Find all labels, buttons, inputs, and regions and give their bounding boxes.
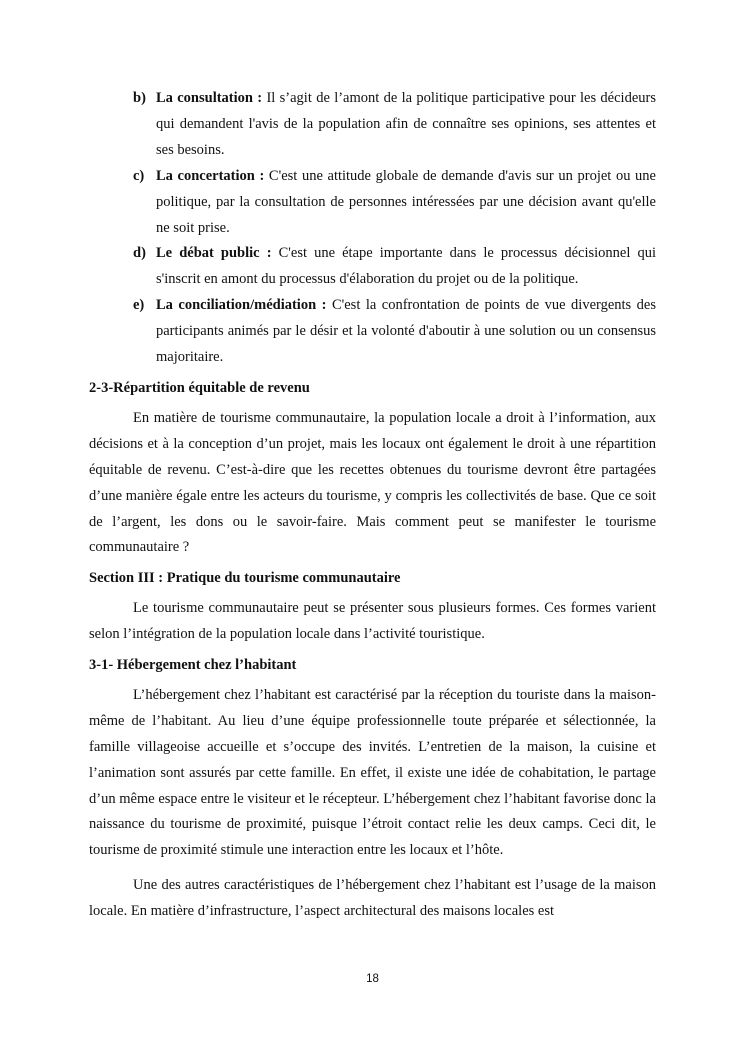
list-text: C'est la confrontation de points de vue divergents des participants animés par le désir et la volonté d'aboutir à une solution ou un consensus majoritaire. bbox=[156, 297, 656, 366]
list-marker: c) bbox=[133, 167, 145, 184]
list-item-consultation bbox=[89, 86, 656, 164]
paragraph-3-1-a: L’hébergement chez l’habitant est caractérisé par la réception du touriste dans la maison-même de l’habitant. Au lieu d’une équipe professionnelle toute préparée et sélectionnée, la famille villageoise accueille et s’occupe des invités. L’entretien de la maison, la cuisine et l’animation sont assurés par cette famille. En effet, il existe une idée de cohabitation, le partage d’un même espace entre le visiteur et le récepteur. L’hébergement chez l’habitant favorise donc la naissance du tourisme de proximité, puisque l’étroit contact relie les deux camps. Ceci dit, le tourisme de proximité stimule une interaction entre les locaux et l’hôte. bbox=[89, 686, 656, 859]
paragraph-2-3: En matière de tourisme communautaire, la population locale a droit à l’information, aux décisions et à la conception d’un projet, mais les locaux ont également le droit à une répartition équitable de revenu. C’est-à-dire que les recettes obtenues du tourisme devront être partagées d’une manière égale entre les acteurs du tourisme, y compris les collectivités de base. Que ce soit de l’argent, les dons ou le savoir-faire. Mais comment peut se manifester le tourisme communautaire ? bbox=[89, 409, 656, 556]
list-term: La concertation : bbox=[156, 167, 265, 184]
list-marker: b) bbox=[133, 90, 146, 106]
section-heading-3: Section III : Pratique du tourisme communautaire bbox=[89, 570, 401, 587]
list-marker: e) bbox=[133, 297, 145, 314]
list-term: Le débat public : bbox=[156, 245, 272, 262]
paragraph-3: Le tourisme communautaire peut se présenter sous plusieurs formes. Ces formes varient selon l’intégration de la population locale dans l’activité touristique. bbox=[89, 600, 656, 643]
list-text: C'est une attitude globale de demande d'avis sur un projet ou une politique, par la consultation de personnes intéressées par une décision avant qu'elle ne soit prise. bbox=[156, 167, 656, 236]
list-item-concertation bbox=[89, 164, 656, 242]
section-heading-2-3: 2-3-Répartition équitable de revenu bbox=[89, 379, 310, 396]
section-heading-3-1: 3-1- Hébergement chez l’habitant bbox=[89, 657, 297, 674]
list-term: La conciliation/médiation : bbox=[156, 297, 327, 314]
paragraph-3-1-b: Une des autres caractéristiques de l’hébergement chez l’habitant est l’usage de la maison locale. En matière d’infrastructure, l’aspect architectural des maisons locales est bbox=[89, 877, 656, 920]
list-term: La consultation : bbox=[156, 90, 263, 106]
list-item-conciliation bbox=[89, 293, 656, 371]
list-item-debat-public bbox=[89, 241, 656, 293]
page-content bbox=[89, 86, 656, 925]
definitions-list bbox=[89, 86, 656, 371]
page-number: 18 bbox=[366, 973, 379, 985]
list-text: Il s’agit de l’amont de la politique participative pour les décideurs qui demandent l'avis de la population afin de connaître ses opinions, ses attentes et ses besoins. bbox=[156, 90, 656, 158]
list-marker: d) bbox=[133, 245, 146, 262]
list-text: C'est une étape importante dans le processus décisionnel qui s'inscrit en amont du processus d'élaboration du projet ou de la politique. bbox=[156, 245, 657, 288]
